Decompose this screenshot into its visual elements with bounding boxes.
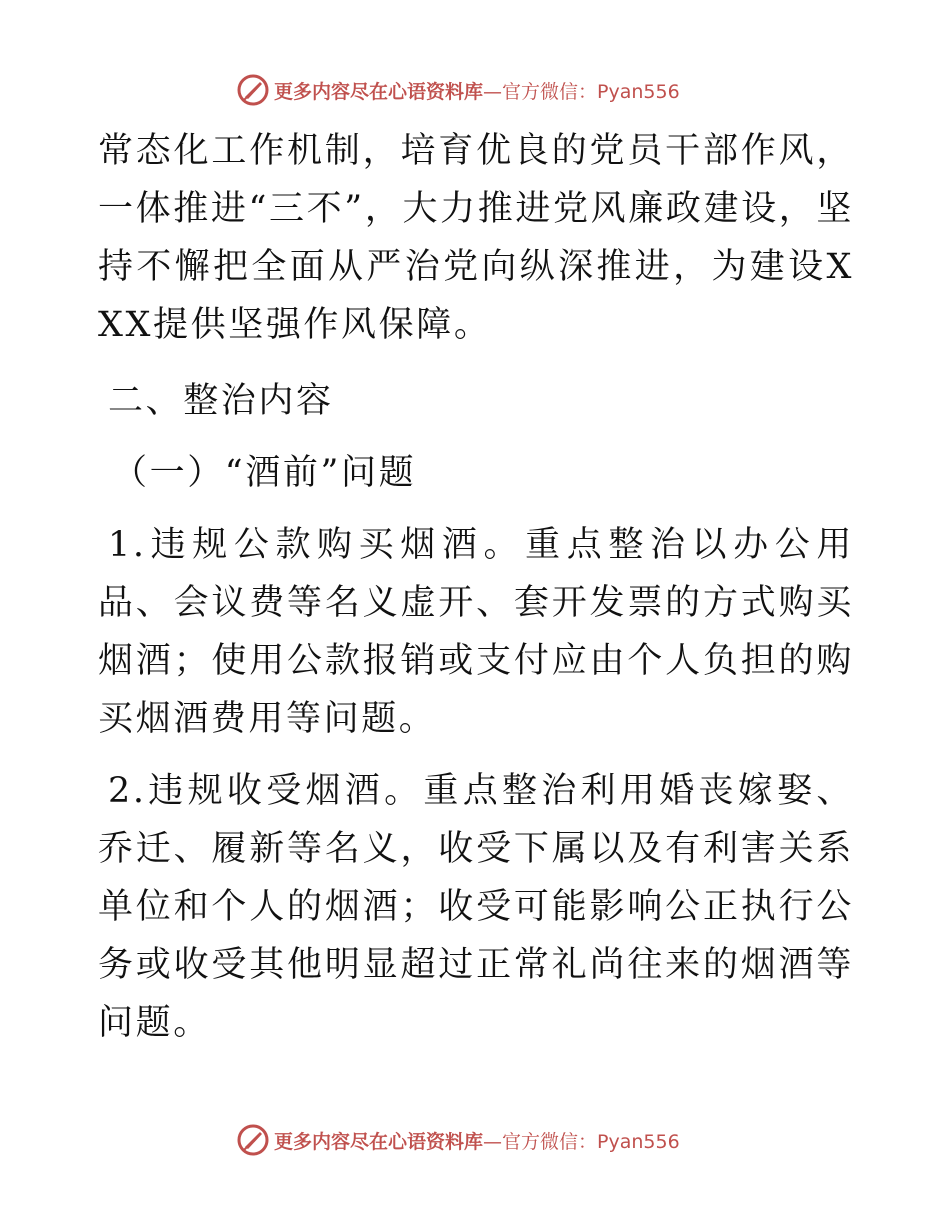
paragraph-intro: 常态化工作机制，培育优良的党员干部作风，一体推进“三不”，大力推进党风廉政建设，坚持不懈把全面从严治党向纵深推进，为建设XXX提供坚强作风保障。 [98,131,854,345]
watermark-channel-text: 官方微信：Pyan556 [502,80,680,103]
watermark-separator: — [483,80,503,103]
document-body [98,122,854,1052]
list-item-2: 2.违规收受烟酒。重点整治利用婚丧嫁娶、乔迁、履新等名义，收受下属以及有利害关系单位和个人的烟酒；收受可能影响公正执行公务或收受其他明显超过正常礼尚往来的烟酒等问题。 [98,771,854,1043]
watermark-main-text: 更多内容尽在心语资料库 [274,80,484,103]
footer-watermark [236,1122,680,1158]
header-watermark [236,72,680,108]
watermark-channel-text: 官方微信：Pyan556 [502,1130,680,1153]
section-heading: 二、整治内容 [108,381,334,421]
watermark-main-text: 更多内容尽在心语资料库 [274,1130,484,1153]
list-item-1: 1.违规公款购买烟酒。重点整治以办公用品、会议费等名义虚开、套开发票的方式购买烟酒；使用公款报销或支付应由个人负担的购买烟酒费用等问题。 [98,525,854,739]
quill-logo-icon [236,73,270,107]
watermark-separator: — [483,1130,503,1153]
subsection-heading: （一）“酒前”问题 [112,453,417,493]
quill-logo-icon [236,1123,270,1157]
